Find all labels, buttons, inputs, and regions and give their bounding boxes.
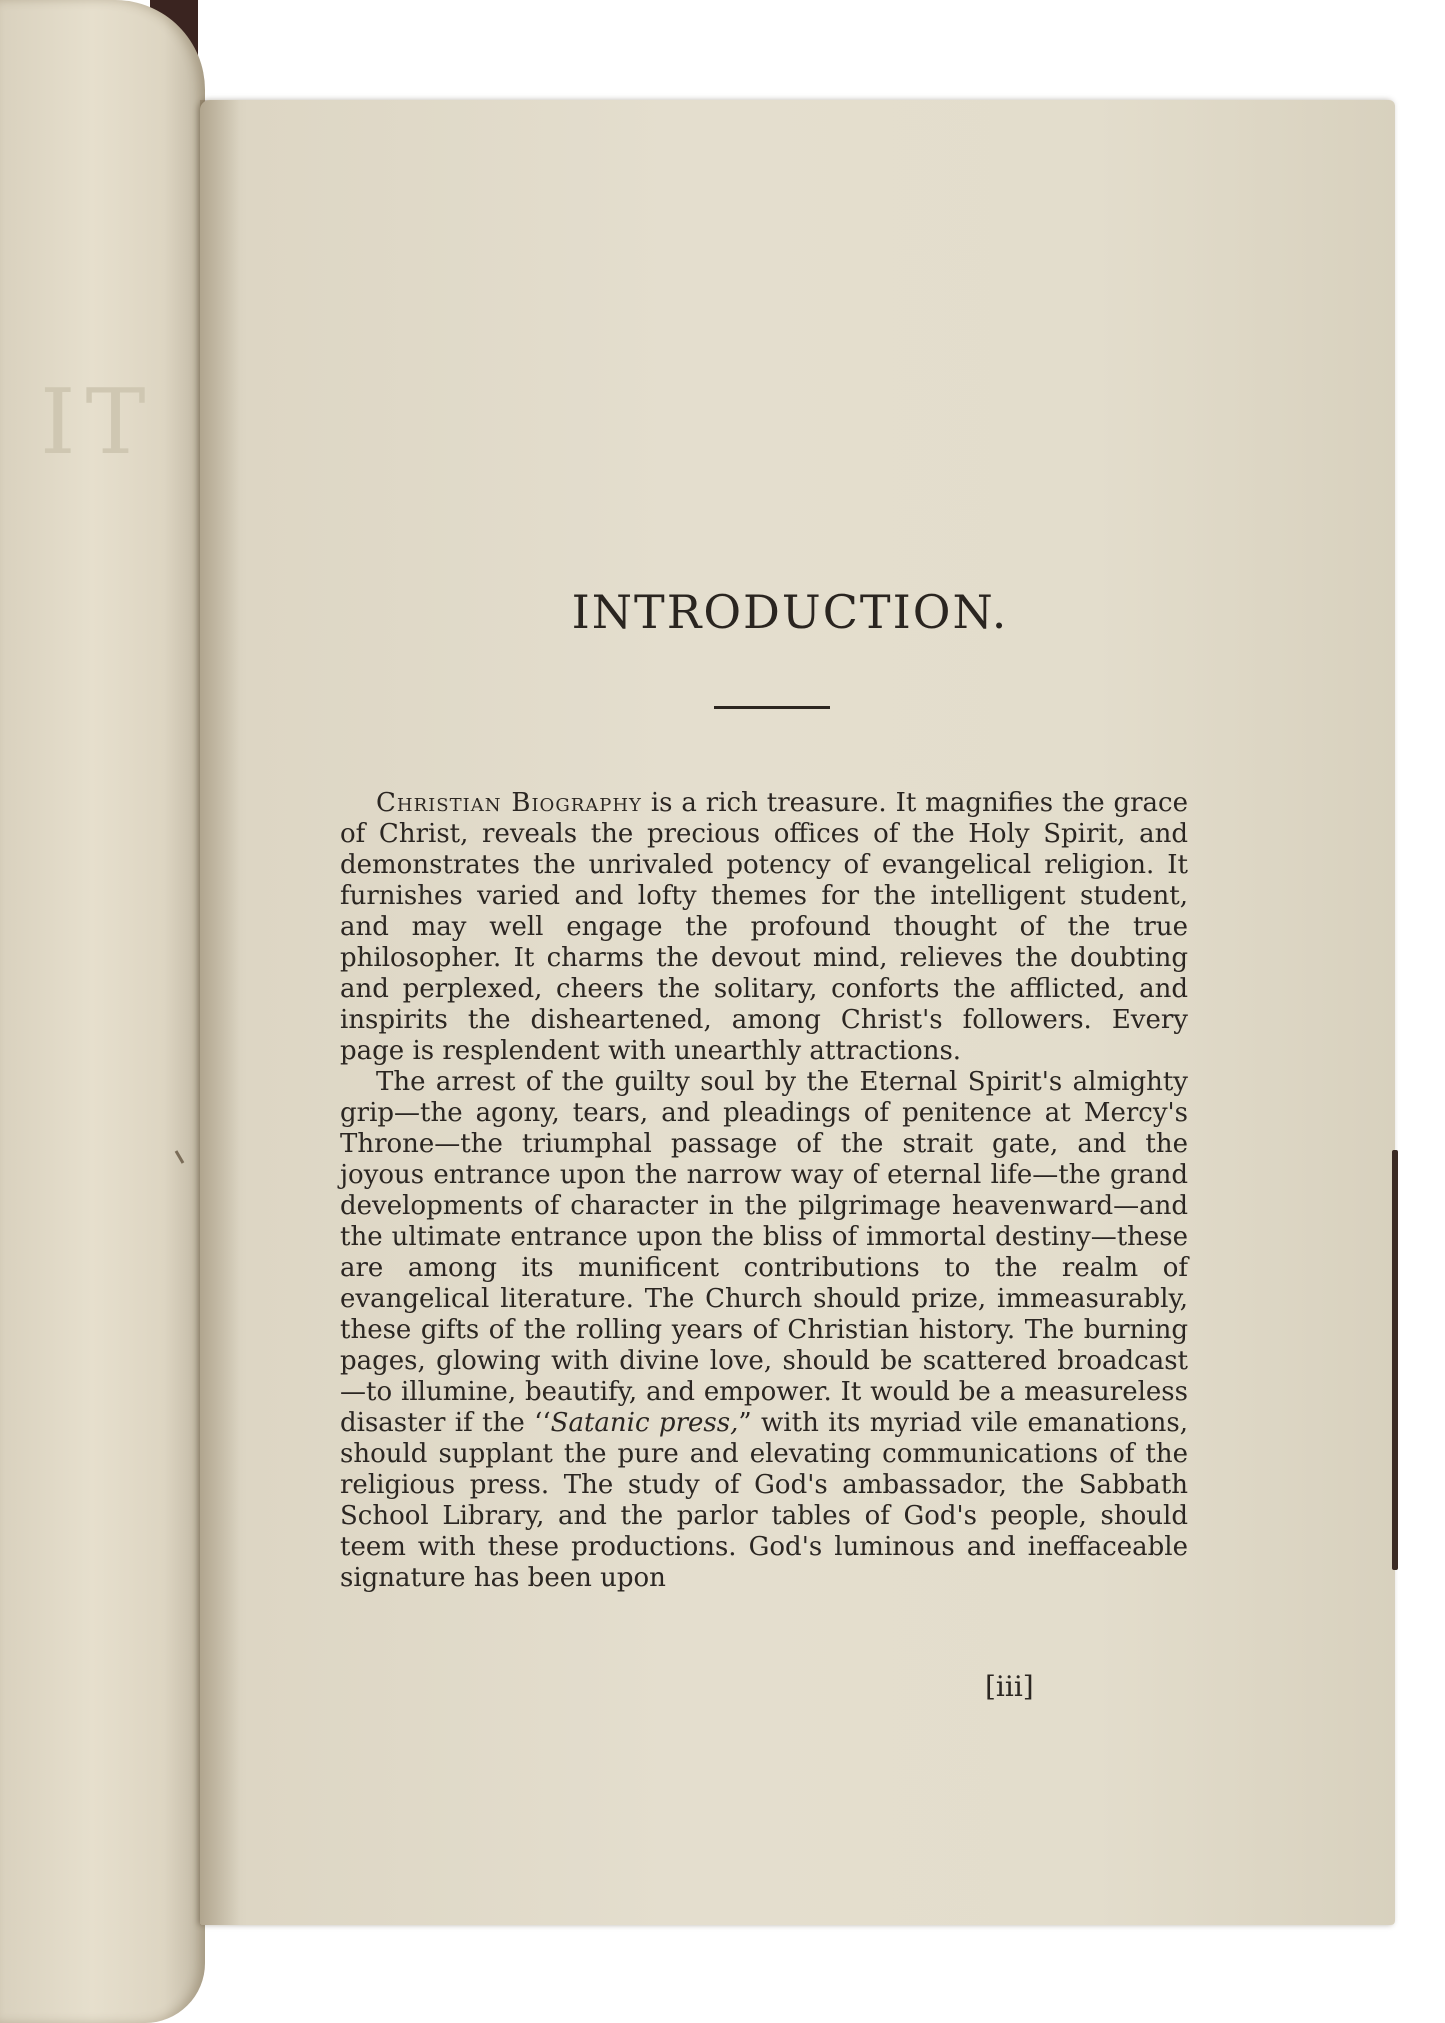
title-rule <box>714 706 830 709</box>
paragraph-2-text-before: The arrest of the guilty soul by the Eternal Spirit's almighty grip—the agony, tears, and pleadings of penitence at Mercy's Throne—the triumphal passage of the strait gate, and the joyous entrance upon the narrow way of eternal life—the grand developments of character in the pilgrimage heavenward—and the ultimate entrance upon the bliss of immortal destiny—these are among its munificent contributions to the realm of evangelical literature. The Church should prize, immeasurably, these gifts of the rolling years of Christian history. The burning pages, glowing with divine love, should be scattered broadcast—to illumine, beautify, and empower. It would be a measureless disaster if the ‘‘ <box>340 1067 1188 1438</box>
page-number: [iii] <box>985 1670 1034 1703</box>
paragraph-2-italic: Satanic press, <box>550 1408 739 1438</box>
left-page <box>0 0 205 2023</box>
paragraph-2-text-after: ” with its myriad vile emanations, should supplant the pure and elevating communications of the religious press. The study of God's ambassador, the Sabbath School Library, and the parlor tables of God's people, should teem with these productions. God's luminous and ineffaceable signature has been upon <box>340 1408 1188 1593</box>
paragraph-2 <box>340 1067 1188 1594</box>
paragraph-1-text: is a rich treasure. It magnifies the grace of Christ, reveals the precious offices of the Holy Spirit, and demonstrates the unrivaled potency of evangelical religion. It furnishes varied and lofty themes for the intelligent student, and may well engage the profound thought of the true philosopher. It charms the devout mind, relieves the doubting and perplexed, cheers the solitary, conforts the afflicted, and inspirits the disheartened, among Christ's followers. Every page is resplendent with unearthly attractions. <box>340 788 1189 1066</box>
paragraph-1 <box>340 788 1188 1067</box>
body-text <box>340 788 1188 1594</box>
page-title: INTRODUCTION. <box>571 585 1009 639</box>
paragraph-1-lead: Christian Biography <box>376 788 642 818</box>
right-edge-cover <box>1392 1150 1398 1570</box>
left-page-mark <box>175 1150 185 1164</box>
left-page-bleed-through: IT <box>40 370 156 475</box>
